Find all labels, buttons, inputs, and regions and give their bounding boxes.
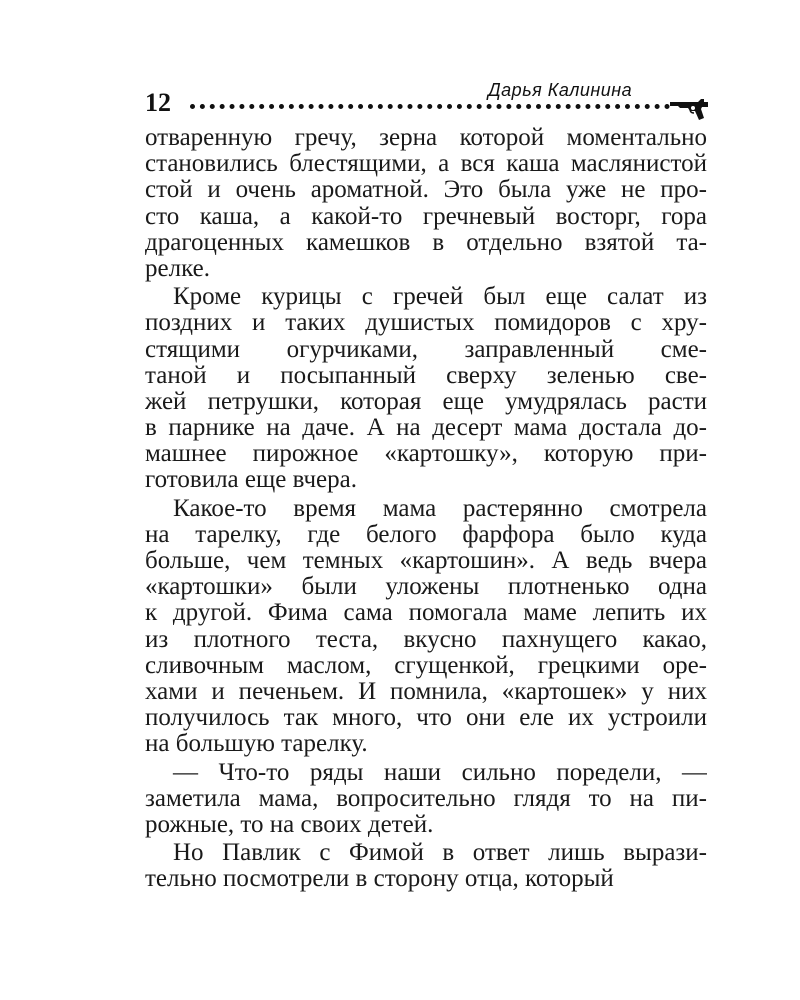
text-line: готовила еще вчера. — [145, 467, 357, 494]
text-line: хами и печеньем. И помнила, «картошек» у них — [145, 678, 707, 705]
paragraph — [145, 496, 707, 758]
text-line: рожные, то на своих детей. — [145, 811, 434, 838]
dotted-leader — [190, 104, 670, 109]
text-line: сто каша, а какой-то гречневый восторг, гора — [145, 203, 707, 230]
text-line: жей петрушки, которая еще умудрялась расти — [145, 388, 707, 415]
text-line: таной и посыпанный сверху зеленью све- — [145, 362, 707, 389]
text-line: отваренную гречу, зерна которой моментально — [145, 125, 707, 151]
text-line: заметила мама, вопросительно глядя то на пи- — [145, 785, 707, 812]
text-line: «картошки» были уложены плотненько одна — [145, 574, 707, 601]
text-line: на тарелку, где белого фарфора было куда — [145, 521, 707, 548]
text-line: из плотного теста, вкусно пахнущего какао, — [145, 626, 707, 653]
text-line: Кроме курицы с гречей был еще салат из — [173, 284, 707, 311]
text-line: драгоценных камешков в отдельно взятой та- — [145, 229, 707, 256]
text-line: стой и очень ароматной. Это была уже не про- — [145, 177, 707, 204]
paragraph — [145, 125, 707, 282]
paragraph — [145, 284, 707, 494]
text-line: поздних и таких душистых помидоров с хру- — [145, 310, 707, 337]
text-line: Но Павлик с Фимой в ответ лишь вырази- — [173, 840, 707, 867]
text-line: в парнике на даче. А на десерт мама достала до- — [145, 415, 707, 442]
text-line: становились блестящими, а вся каша маслянистой — [145, 151, 707, 178]
running-head-author: Дарья Калинина — [488, 80, 633, 100]
text-line: релке. — [145, 255, 210, 282]
paragraph — [145, 760, 707, 839]
text-line: сливочным маслом, сгущенкой, грецкими оре- — [145, 652, 707, 679]
text-line: стящими огурчиками, заправленный сме- — [145, 336, 707, 363]
paragraph — [145, 840, 707, 892]
text-line: Какое-то время мама растерянно смотрела — [173, 495, 707, 522]
text-line: машнее пирожное «картошку», которую при- — [145, 441, 707, 468]
text-line: тельно посмотрели в сторону отца, который — [145, 866, 614, 893]
page-number: 12 — [145, 88, 171, 117]
text-line: на большую тарелку. — [145, 731, 368, 758]
text-line: больше, чем темных «картошин». А ведь вчера — [145, 548, 707, 574]
text-line: получилось так много, что они еле их устроили — [145, 705, 707, 732]
text-line: к другой. Фима сама помогала маме лепить их — [145, 600, 707, 627]
body-text — [145, 125, 707, 894]
text-line: — Что-то ряды наши сильно поредели, — — [173, 759, 707, 786]
revolver-icon — [668, 96, 712, 122]
